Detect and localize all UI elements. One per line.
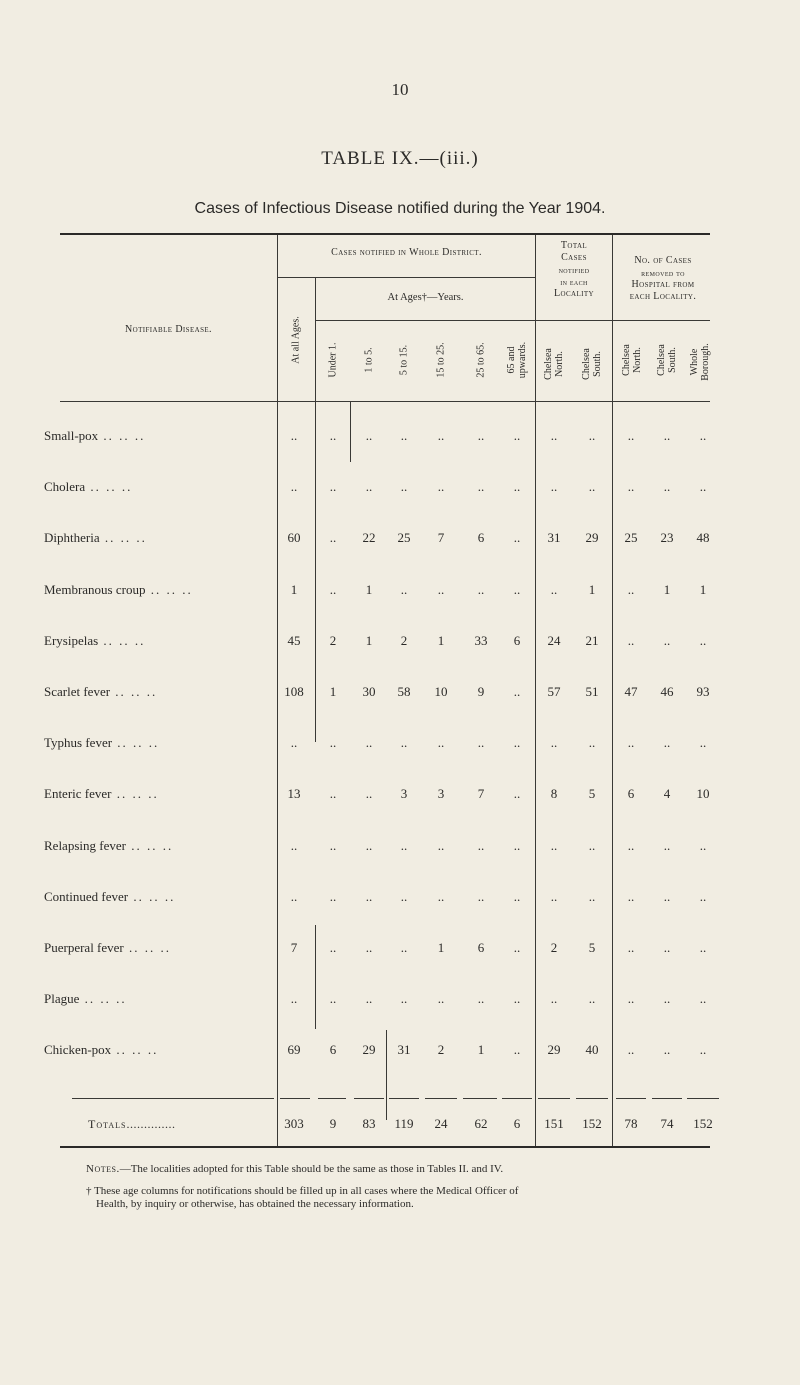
column-divider [277,402,278,1146]
header-notifiable-disease: Notifiable Disease. [125,324,212,335]
table-cell: .. [400,837,408,853]
column-divider [535,402,536,1146]
totals-cell: 151 [544,1116,564,1131]
table-cell: .. [663,1042,671,1058]
totals-cell: 303 [284,1116,304,1131]
table-cell: .. [550,837,558,853]
table-cell: 108 [284,684,304,699]
row-label: Small-pox .. .. .. [44,428,146,443]
header-whole-borough: Whole Borough. [689,343,711,381]
table-cell: .. [437,428,445,443]
row-label: Scarlet fever .. .. .. [44,684,158,699]
table-cell: .. [588,991,596,1007]
table-cell: 23 [660,530,674,546]
table-cell: 1 [437,940,445,955]
totals-cell: 9 [329,1116,337,1131]
totals-cell: 152 [693,1116,713,1131]
table-cell: 1 [477,1042,485,1058]
totals-cell: 83 [362,1116,376,1131]
table-cell: 29 [585,530,599,546]
totals-cell: 24 [434,1116,448,1131]
table-cell: 5 [588,940,596,955]
table-cell: 7 [477,786,485,802]
table-cell: 9 [477,684,485,699]
row-label: Diphtheria .. .. .. [44,530,147,546]
table-cell: 69 [287,1042,301,1058]
totals-rule [425,1098,457,1099]
table-cell: .. [699,888,707,904]
table-cell: 2 [329,632,337,648]
header-at-ages: At Ages†—Years. [387,292,464,303]
table-cell: 13 [287,786,301,802]
row-label: Membranous croup .. .. .. [44,581,193,597]
table-cell: 29 [547,1042,561,1058]
row-label: Enteric fever .. .. .. [44,786,159,802]
header-total-cases: Total Cases notified in each Locality [553,240,595,299]
table-cell: .. [400,991,408,1007]
table-cell: .. [663,837,671,853]
column-divider [350,402,351,462]
table-cell: .. [329,735,337,751]
table-cell: .. [329,581,337,597]
table-cell: .. [513,786,521,802]
table-cell: 22 [362,530,376,546]
table-cell: .. [329,479,337,495]
table-cell: 57 [547,684,561,699]
table-cell: .. [627,479,635,495]
table-cell: 45 [287,632,301,648]
header-rule [316,320,535,321]
totals-cell: 6 [513,1116,521,1131]
table-cell: 6 [329,1042,337,1058]
table-cell: .. [400,428,408,443]
row-label: Continued fever .. .. .. [44,888,176,904]
table-cell: 5 [588,786,596,802]
table-cell: .. [329,888,337,904]
table-cell: 33 [474,632,488,648]
totals-rule [652,1098,682,1099]
header-whole-district: Cases notified in Whole District. [331,247,482,258]
totals-cell: 119 [394,1116,414,1131]
table-cell: 7 [437,530,445,546]
totals-rule [616,1098,646,1099]
table-cell: .. [550,735,558,751]
note-localities: Notes.—The localities adopted for this Table should be the same as those in Tables II. and IV. [86,1163,504,1175]
table-cell: 2 [550,940,558,955]
header-age-5-to-15: 5 to 15. [398,344,410,376]
table-cell: .. [588,888,596,904]
table-cell: .. [400,888,408,904]
table-cell: .. [513,530,521,546]
table-cell: .. [627,991,635,1007]
table-cell: .. [627,428,635,443]
table-cell: .. [627,888,635,904]
header-age-65-upwards: 65 and upwards. [506,341,528,379]
table-cell: .. [663,991,671,1007]
header-age-under-1: Under 1. [327,342,339,378]
table-cell: .. [663,428,671,443]
totals-rule [538,1098,570,1099]
table-cell: .. [513,837,521,853]
table-cell: .. [437,581,445,597]
row-label: Puerperal fever .. .. .. [44,940,172,955]
table-cell: .. [477,888,485,904]
table-cell: 58 [397,684,411,699]
table-cell: .. [627,837,635,853]
table-cell: 6 [513,632,521,648]
table-cell: .. [699,735,707,751]
table-cell: .. [550,581,558,597]
table-cell: .. [290,735,298,751]
totals-rule [72,1098,274,1099]
table-cell: .. [513,735,521,751]
page-number: 10 [391,80,409,99]
table-cell: 25 [624,530,638,546]
table-cell: .. [513,479,521,495]
row-label: Chicken-pox .. .. .. [44,1042,159,1058]
table-cell: 8 [550,786,558,802]
totals-rule [687,1098,719,1099]
table-cell: 4 [663,786,671,802]
table-cell: .. [627,735,635,751]
table-cell: .. [513,991,521,1007]
table-cell: .. [290,479,298,495]
table-cell: 29 [362,1042,376,1058]
table-cell: .. [588,428,596,443]
table-cell: .. [290,837,298,853]
table-cell: 60 [287,530,301,546]
table-cell: .. [365,837,373,853]
header-removed-to-hospital: No. of Cases removed to Hospital from each Locality. [629,255,697,302]
table-cell: .. [329,991,337,1007]
totals-rule [280,1098,310,1099]
table-cell: .. [437,837,445,853]
table-cell: .. [699,1042,707,1058]
table-cell: .. [365,735,373,751]
table-cell: .. [699,940,707,955]
row-label: Typhus fever .. .. .. [44,735,160,751]
table-cell: .. [663,940,671,955]
table-cell: .. [513,1042,521,1058]
table-cell: 1 [663,581,671,597]
table-cell: .. [365,786,373,802]
table-cell: .. [550,991,558,1007]
table-cell: 6 [477,940,485,955]
table-cell: .. [477,428,485,443]
table-cell: .. [513,888,521,904]
table-cell: .. [400,479,408,495]
totals-rule [576,1098,608,1099]
totals-label: Totals.............. [88,1117,176,1131]
table-cell: 1 [365,632,373,648]
table-cell: .. [477,479,485,495]
table-cell: .. [627,1042,635,1058]
table-cell: .. [400,735,408,751]
table-cell: 1 [437,632,445,648]
header-at-all-ages: At all Ages. [290,316,302,364]
table-cell: 1 [290,581,298,597]
table-cell: 6 [477,530,485,546]
totals-cell: 78 [624,1116,638,1131]
table-cell: .. [588,479,596,495]
table-cell: .. [699,479,707,495]
table-cell: 2 [437,1042,445,1058]
table-cell: 2 [400,632,408,648]
header-removed-chelsea-north: Chelsea North. [621,344,643,376]
table-cell: .. [663,479,671,495]
table-cell: .. [699,632,707,648]
header-age-25-to-65: 25 to 65. [475,342,487,378]
totals-rule [318,1098,346,1099]
table-subtitle: Cases of Infectious Disease notified during the Year 1904. [194,200,606,217]
table-cell: .. [699,837,707,853]
table-cell: .. [400,581,408,597]
row-label: Plague .. .. .. [44,991,127,1007]
table-cell: 51 [585,684,599,699]
table-cell: 10 [434,684,448,699]
table-cell: .. [588,735,596,751]
header-total-chelsea-north: Chelsea North. [543,348,565,380]
table-cell: .. [550,888,558,904]
table-cell: .. [329,530,337,546]
table-cell: 1 [699,581,707,597]
header-rule [278,277,535,278]
table-cell: .. [588,837,596,853]
row-label: Cholera .. .. .. [44,479,133,495]
table-cell: .. [365,428,373,443]
table-cell: .. [699,991,707,1007]
row-label: Erysipelas .. .. .. [44,632,146,648]
table-cell: 3 [437,786,445,802]
totals-cell: 152 [582,1116,602,1131]
table-cell: 24 [547,632,561,648]
table-cell: .. [329,428,337,443]
table-cell: 1 [588,581,596,597]
table-cell: .. [513,940,521,955]
table-cell: .. [365,479,373,495]
totals-rule [354,1098,384,1099]
table-cell: .. [477,991,485,1007]
table-cell: .. [477,581,485,597]
table-cell: .. [477,735,485,751]
header-age-15-to-25: 15 to 25. [435,342,447,378]
totals-rule [389,1098,419,1099]
table-cell: .. [699,428,707,443]
table-title: TABLE IX.—(iii.) [321,148,479,169]
header-rule [536,320,710,321]
header-total-chelsea-south: Chelsea South. [581,348,603,380]
totals-cell: 74 [660,1116,674,1131]
table-cell: .. [513,581,521,597]
table-cell: 1 [365,581,373,597]
table-cell: 6 [627,786,635,802]
totals-cell: 62 [474,1116,488,1131]
table-bottom-rule [60,1146,710,1148]
column-divider [612,402,613,1146]
table-cell: .. [550,479,558,495]
table-cell: .. [400,940,408,955]
table-cell: .. [663,735,671,751]
table-cell: 30 [362,684,376,699]
table-cell: .. [513,428,521,443]
header-removed-chelsea-south: Chelsea South. [656,344,678,376]
row-label: Relapsing fever .. .. .. [44,837,174,853]
table-cell: 31 [397,1042,411,1058]
table-cell: .. [477,837,485,853]
table-cell: .. [329,940,337,955]
table-cell: .. [329,786,337,802]
note-age-columns: † These age columns for notifications should be filled up in all cases where the Medical Officer of Health, by inquiry or otherwise, has obtained the necessary information. [86,1185,519,1210]
table-cell: 40 [585,1042,599,1058]
header-divider [277,235,278,402]
table-cell: .. [437,991,445,1007]
table-cell: .. [365,888,373,904]
table-cell: 1 [329,684,337,699]
table-cell: .. [627,581,635,597]
table-cell: 7 [290,940,298,955]
table-cell: 25 [397,530,411,546]
table-cell: .. [550,428,558,443]
table-cell: .. [365,940,373,955]
table-cell: 48 [696,530,710,546]
header-age-1-to-5: 1 to 5. [363,347,375,373]
table-cell: .. [329,837,337,853]
table-cell: .. [365,991,373,1007]
table-cell: 31 [547,530,561,546]
table-cell: .. [290,991,298,1007]
table-cell: .. [290,428,298,443]
table-cell: .. [437,888,445,904]
table-cell: .. [627,632,635,648]
table-cell: 3 [400,786,408,802]
table-cell: .. [663,888,671,904]
totals-rule [502,1098,532,1099]
table-cell: .. [627,940,635,955]
table-cell: 10 [696,786,710,802]
table-cell: 21 [585,632,599,648]
table-cell: .. [437,735,445,751]
table-cell: 47 [624,684,638,699]
table-cell: .. [513,684,521,699]
table-cell: .. [663,632,671,648]
table-cell: 93 [696,684,710,699]
totals-rule [463,1098,497,1099]
table-cell: .. [290,888,298,904]
table-cell: 46 [660,684,674,699]
table-cell: .. [437,479,445,495]
